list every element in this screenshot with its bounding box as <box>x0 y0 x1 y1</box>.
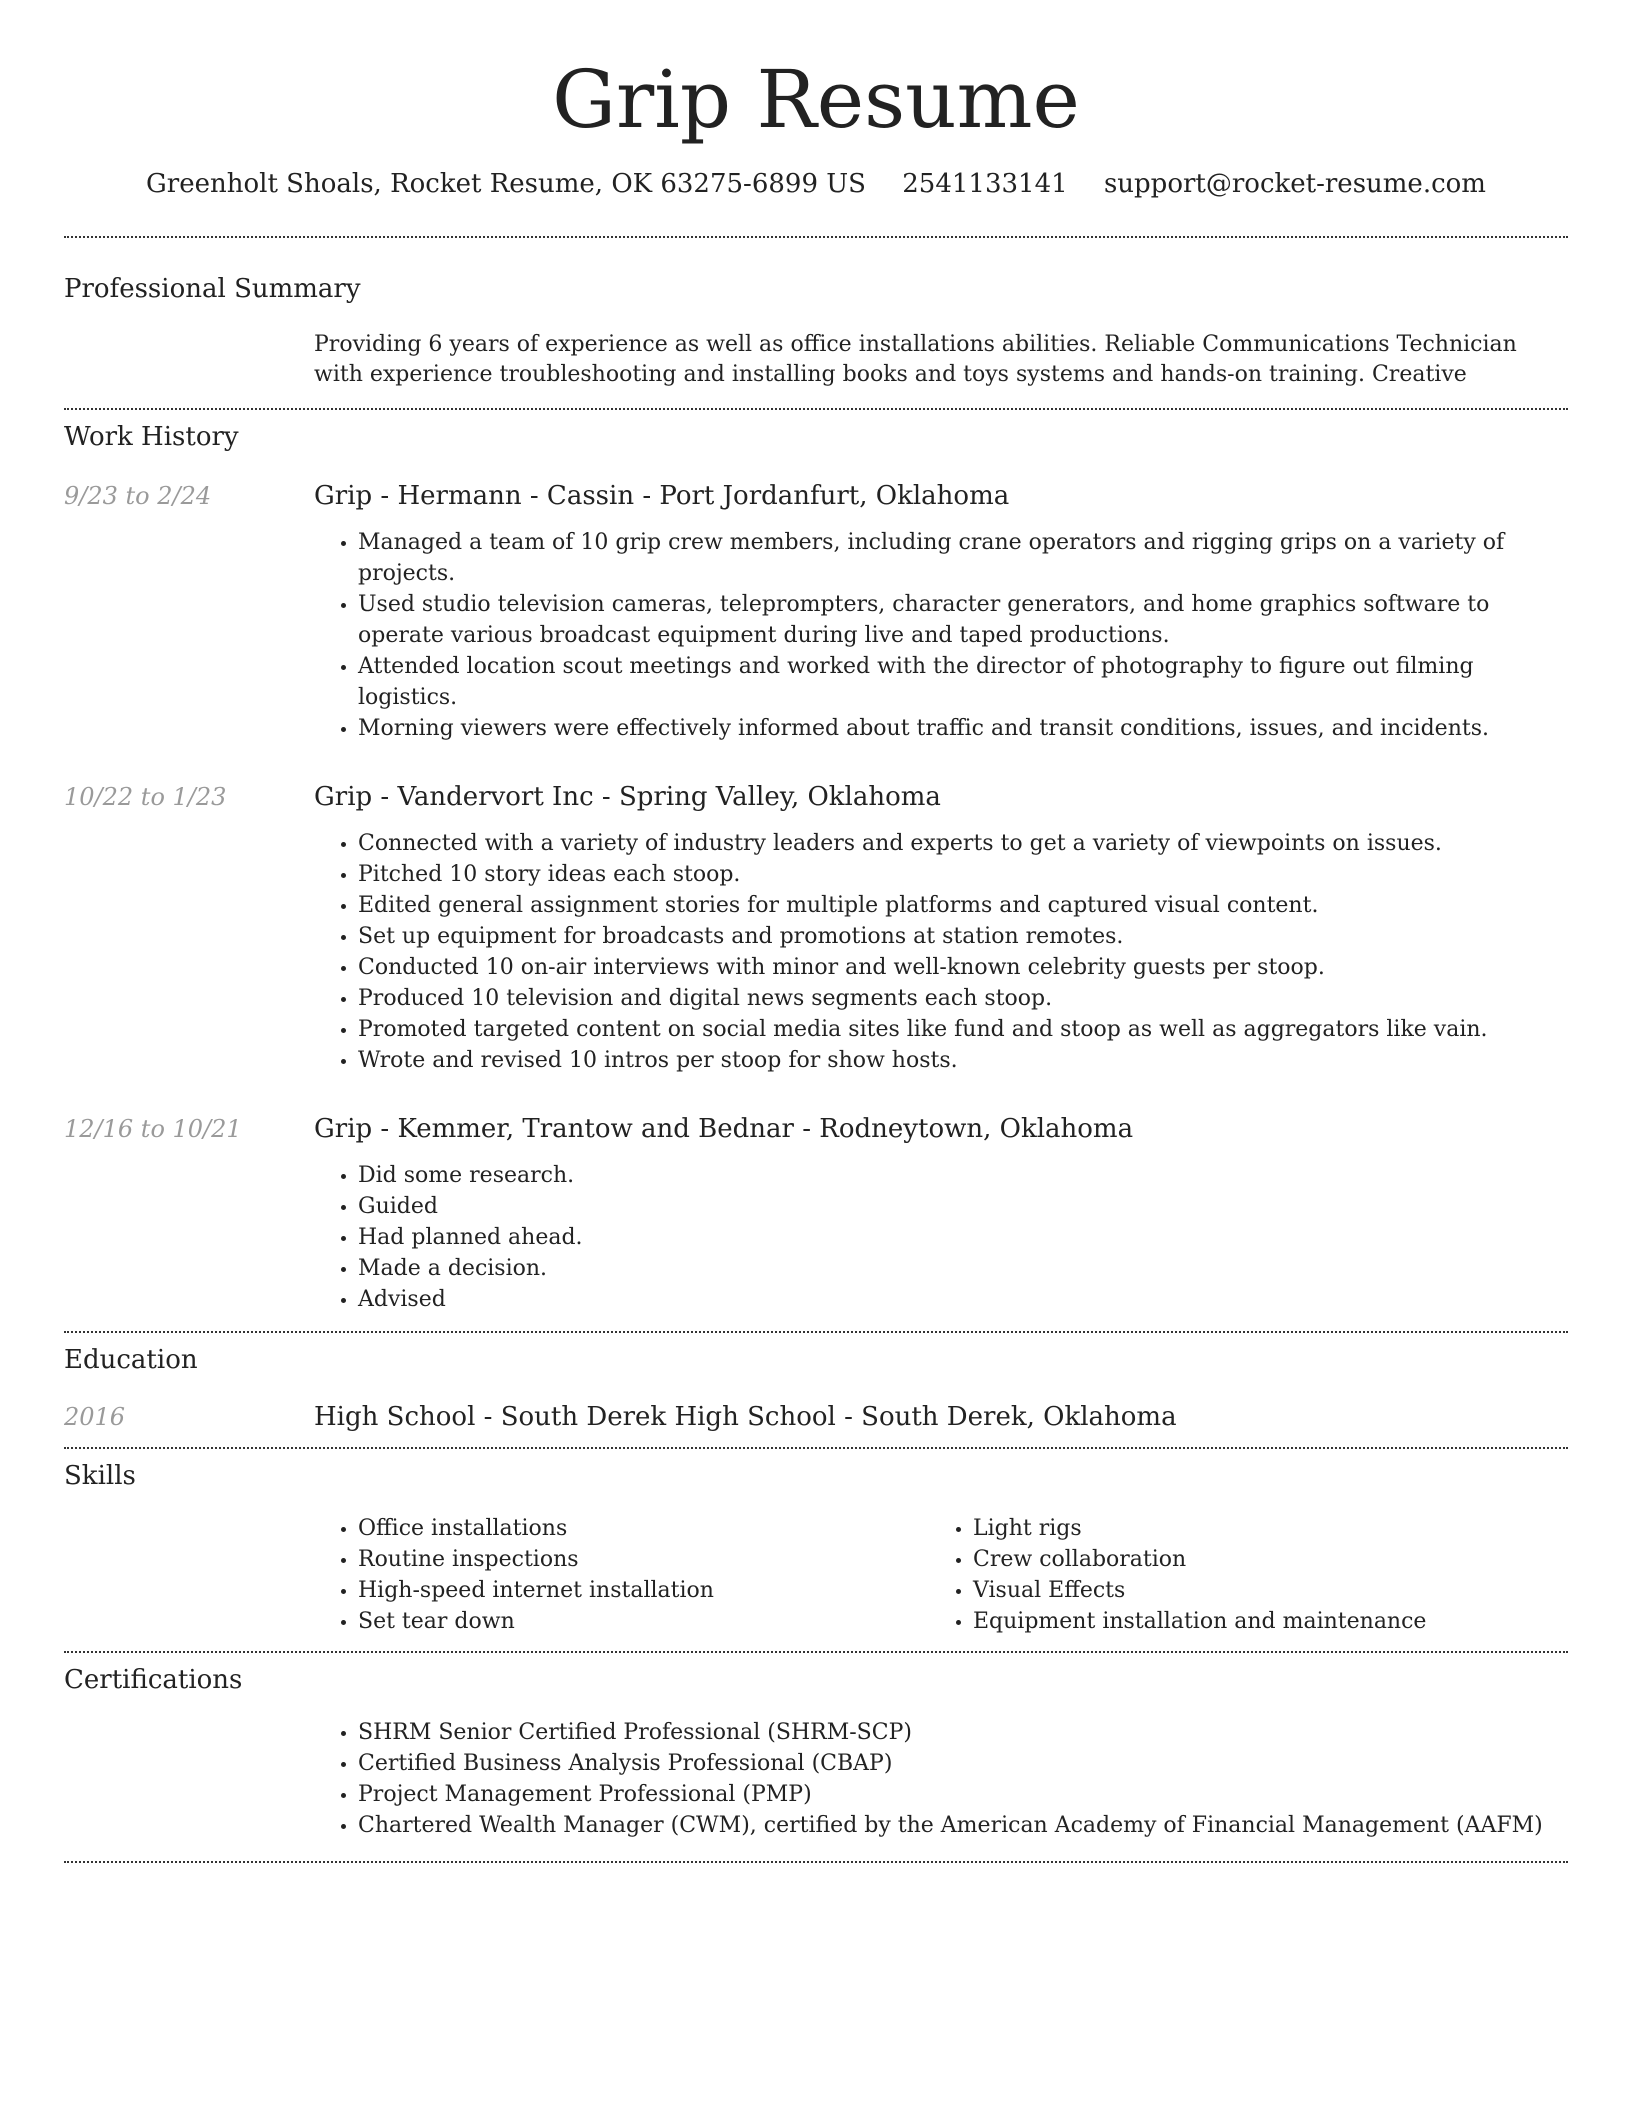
list-item: • Promoted targeted content on social media sites like fund and stoop as well as aggregators like vain. <box>358 1014 1568 1045</box>
work-history-section <box>64 410 1568 1315</box>
education-entry <box>64 1401 1568 1433</box>
list-item: • Certified Business Analysis Professional (CBAP) <box>358 1748 1568 1779</box>
list-item: • Attended location scout meetings and worked with the director of photography to figure out filming logistics. <box>358 651 1568 713</box>
job-dates: 9/23 to 2/24 <box>64 482 212 510</box>
contact-line <box>64 166 1568 202</box>
job-dates: 12/16 to 10/21 <box>64 1115 242 1143</box>
certifications-row <box>64 1717 1568 1841</box>
list-item: • High-speed internet installation <box>358 1575 929 1606</box>
list-item: • Visual Effects <box>973 1575 1588 1606</box>
section-title-work: Work History <box>64 422 239 452</box>
job-heading: Grip - Hermann - Cassin - Port Jordanfurt, Oklahoma <box>314 481 1010 511</box>
list-item: • Produced 10 television and digital news segments each stoop. <box>358 983 1568 1014</box>
certifications-content <box>314 1717 1568 1841</box>
list-item: • Routine inspections <box>358 1544 929 1575</box>
list-item: • Conducted 10 on-air interviews with minor and well-known celebrity guests per stoop. <box>358 952 1568 983</box>
list-item: • Had planned ahead. <box>358 1222 1568 1253</box>
list-item: • Used studio television cameras, teleprompters, character generators, and home graphics software to operate various broadcast equipment during live and taped productions. <box>358 589 1568 651</box>
job-content <box>314 480 1568 744</box>
resume-name: Grip Resume <box>552 53 1080 146</box>
section-title-certifications: Certifications <box>64 1665 243 1695</box>
education-year: 2016 <box>64 1403 126 1431</box>
contact-phone: 2541133141 <box>902 169 1068 199</box>
list-item: • Equipment installation and maintenance <box>973 1606 1588 1637</box>
list-item: • Set tear down <box>358 1606 929 1637</box>
list-item: • Morning viewers were effectively informed about traffic and transit conditions, issues, and incidents. <box>358 713 1568 744</box>
job-bullets <box>314 828 1568 1076</box>
job-entry <box>64 1113 1568 1315</box>
certifications-section <box>64 1653 1568 1841</box>
list-item: • Chartered Wealth Manager (CWM), certified by the American Academy of Financial Management (AAFM) <box>358 1810 1568 1841</box>
list-item: • Advised <box>358 1284 1568 1315</box>
skills-list-left <box>314 1513 929 1637</box>
list-item: • Guided <box>358 1191 1568 1222</box>
skills-grid <box>314 1513 1568 1637</box>
divider <box>64 1861 1568 1863</box>
contact-address: Greenholt Shoals, Rocket Resume, OK 63275-6899 US <box>146 169 866 199</box>
list-item: • Crew collaboration <box>973 1544 1588 1575</box>
job-bullets <box>314 527 1568 744</box>
list-item: • Made a decision. <box>358 1253 1568 1284</box>
list-item: • Wrote and revised 10 intros per stoop for show hosts. <box>358 1045 1568 1076</box>
list-item: • SHRM Senior Certified Professional (SHRM-SCP) <box>358 1717 1568 1748</box>
list-item: • Project Management Professional (PMP) <box>358 1779 1568 1810</box>
list-item: • Set up equipment for broadcasts and promotions at station remotes. <box>358 921 1568 952</box>
summary-section <box>64 238 1568 390</box>
list-item: • Connected with a variety of industry leaders and experts to get a variety of viewpoints on issues. <box>358 828 1568 859</box>
job-entry <box>64 480 1568 744</box>
section-title-summary: Professional Summary <box>64 274 361 304</box>
education-school: - South Derek High School - South Derek, Oklahoma <box>475 1402 1177 1432</box>
list-item: • Managed a team of 10 grip crew members, including crane operators and rigging grips on a variety of projects. <box>358 527 1568 589</box>
summary-row <box>64 330 1568 390</box>
job-entry <box>64 781 1568 1076</box>
section-title-education: Education <box>64 1345 198 1375</box>
education-line <box>314 1401 1568 1433</box>
education-content <box>314 1401 1568 1433</box>
skills-list-right <box>929 1513 1588 1637</box>
list-item: • Pitched 10 story ideas each stoop. <box>358 859 1568 890</box>
education-section <box>64 1333 1568 1433</box>
section-title-skills: Skills <box>64 1461 136 1491</box>
certifications-list <box>314 1717 1568 1841</box>
job-dates: 10/22 to 1/23 <box>64 783 227 811</box>
job-content <box>314 781 1568 1076</box>
contact-email: support@rocket-resume.com <box>1103 169 1486 199</box>
skills-row <box>64 1513 1568 1637</box>
list-item: • Light rigs <box>973 1513 1588 1544</box>
education-degree: High School <box>314 1402 476 1432</box>
job-content <box>314 1113 1568 1315</box>
list-item: • Office installations <box>358 1513 929 1544</box>
list-item: • Edited general assignment stories for multiple platforms and captured visual content. <box>358 890 1568 921</box>
job-heading: Grip - Vandervort Inc - Spring Valley, Oklahoma <box>314 782 941 812</box>
summary-text: Providing 6 years of experience as well as office installations abilities. Reliable Communications Technician with experience troubleshooting and installing books and toys systems and hands-on training. Creative <box>314 332 1517 387</box>
job-bullets <box>314 1160 1568 1315</box>
list-item: • Did some research. <box>358 1160 1568 1191</box>
summary-content <box>314 330 1568 390</box>
skills-section <box>64 1449 1568 1637</box>
job-heading: Grip - Kemmer, Trantow and Bednar - Rodneytown, Oklahoma <box>314 1114 1134 1144</box>
